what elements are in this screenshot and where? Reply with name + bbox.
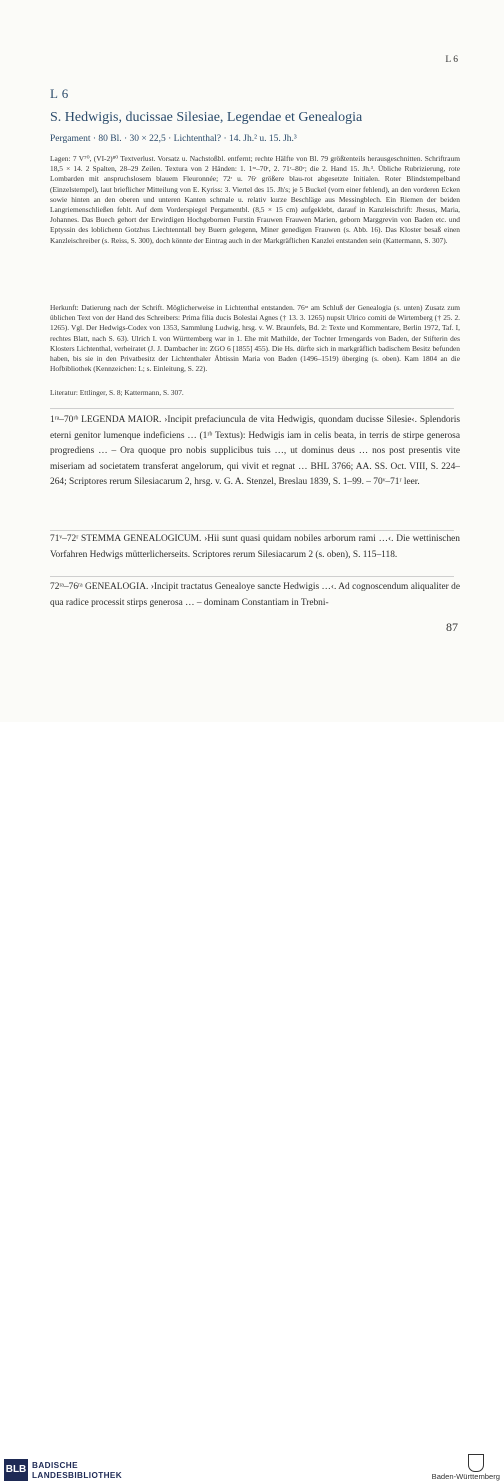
state-name: Baden-Württemberg <box>431 1472 500 1481</box>
section-divider <box>50 408 454 409</box>
section-divider <box>50 576 454 577</box>
page-number: 87 <box>446 620 458 634</box>
library-name-line2: LANDESBIBLIOTHEK <box>32 1471 123 1480</box>
page-title: S. Hedwigis, ducissae Silesiae, Legendae et Genealogia <box>50 110 363 125</box>
footer-bar <box>0 722 504 1481</box>
content-entry-genealogia: 72ʳᵃ–76ʳᵃ GENEALOGIA. ›Incipit tractatus Genealoye sancte Hedwigis …‹. Ad cognoscendum aliqualiter de qua radice processit stirps generosa … – dominam Constantiam in Trebni- <box>50 582 460 608</box>
shelfmark: L 6 <box>50 86 69 101</box>
content-entry-legenda: 1ʳᵃ–70ʳᵇ LEGENDA MAIOR. ›Incipit prefaciuncula de vita Hedwigis, quondam ducisse Silesie‹. Splendoris eterni genitor lumenque indeficiens … (1ʳᵇ Textus): Hedwigis iam in celis beata, in terris de stirpe generosa progrediens … – Ora quoque pro nobis supplicibus tuis …, ut dominus deus … nos post presentis vite miseriam ad societatem transferat angelorum, qui vivit et regnat … BHL 3766; AA. SS. Oct. VIII, S. 224–264; Scriptores rerum Silesiacarum 2, hrsg. v. G. A. Stenzel, Breslau 1839, S. 1–99. – 70ᵛ–71ʳ leer. <box>50 415 460 488</box>
state-crest-icon <box>468 1454 484 1472</box>
running-head: L 6 <box>445 55 458 65</box>
library-name-line1: BADISCHE <box>32 1461 78 1470</box>
blb-logo-icon: BLB <box>4 1459 28 1481</box>
herkunft-paragraph: Herkunft: Datierung nach der Schrift. Möglicherweise in Lichtenthal entstanden. 76ʳᵃ am Schluß der Genealogia (s. unten) Zusatz zum üblichen Text von der Hand des Schreibers: Prima filia ducis Boleslai Agnes († 13. 3. 1265) nupsit Ulrico comiti de Wirtemberg († 25. 2. 1265). Vgl. Der Hedwigs-Codex von 1353, Sammlung Ludwig, hrsg. v. W. Braunfels, Bd. 2: Texte und Kommentare, Berlin 1972, Taf. I, rechtes Blatt, nach S. 63). Ulrich I. von Württemberg war in 1. Ehe mit Mathilde, der Tochter Irmengards von Baden, der Stifterin des Klosters Lichtenthal, verheiratet (J. J. Dambacher in: ZGO 6 [1855] 455). Die Hs. dürfte sich in markgräflich badischem Besitz befunden haben, bis sie in den Privatbesitz der Lichtenthaler Äbtissin Maria von Baden (1496–1519) überging (s. oben). Kam 1804 an die Hofbibliothek (Kennzeichen: L; s. Einleitung, S. 22). <box>50 303 460 374</box>
content-entry-stemma: 71ᵛ–72ʳ STEMMA GENEALOGICUM. ›Hii sunt quasi quidam nobiles arborum rami …‹. Die wettinischen Vorfahren Hedwigs mütterlicherseits. Scriptores rerum Silesiacarum 2 (s. oben), S. 115–118. <box>50 534 460 560</box>
codicological-meta: Pergament · 80 Bl. · 30 × 22,5 · Lichtenthal? · 14. Jh.² u. 15. Jh.³ <box>50 134 297 144</box>
literatur-paragraph: Literatur: Ettlinger, S. 8; Kattermann, S. 307. <box>50 388 184 397</box>
manuscript-page <box>0 0 504 722</box>
lagen-paragraph: Lagen: 7 V⁷⁰, (VI-2)⁸⁰ Textverlust. Vorsatz u. Nachstoßbl. entfernt; rechte Hälfte von Bl. 79 größtenteils herausgeschnitten. Schriftraum 18,5 × 14. 2 Spalten, 28–29 Zeilen. Textura von 2 Händen: 1. 1ʳᵃ–70ʳ, 2. 71ʳ–80ᵛ; die 2. Hand 15. Jh.³. Übliche Rubrizierung, rote Lombarden mit anspruchslosem blauem Fleuronnée; 72ʳ u. 76ʳ größere blau-rot abgesetzte Initialen. Roter Blindstempelband (Einzelstempel), laut brieflicher Mitteilung von E. Kyriss: 3. Viertel des 15. Jh's; je 5 Buckel (vorn einer fehlend), an den vorderen Ecken sowie hinten an den oberen und unteren Kanten schmale u. relativ kurze Beschläge aus Messingblech. Ein Riemen der beiden Langriemenschließen fehlt. Auf dem Vorderspiegel Pergamentbl. (8,5 × 15 cm) aufgeklebt, darauf in Kanzleischrift: Jhesus, Maria, Johannes. Das Buech gehort der Erwirdigen Hochgebornen Furstin Frauwen Frauwen Marien, geborn Marggrevin von Baden etc. und Eptyssin des loblichenn Gotzhus Liechtenntall bey Buern gelegenn, Miner genedigen Frauwen (s. Abb. 16). Das Kloster besaß einen Kanzleischreiber (s. Reiss, S. 300), doch könnte der Eintrag auch in der Markgräflichen Kanzlei entstanden sein (Kattermann, S. 307). <box>50 154 460 245</box>
section-divider <box>50 530 454 531</box>
